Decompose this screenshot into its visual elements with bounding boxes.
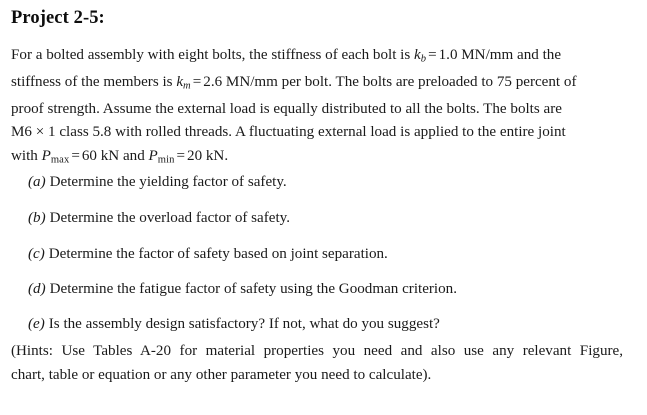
question-item-e-label: (e) [28, 316, 45, 332]
question-item-e [28, 314, 628, 334]
k-m-value: 2.6 MN/mm [203, 74, 278, 91]
problem-line-2 [11, 71, 627, 98]
k-b-equals: = [428, 47, 437, 63]
p-min-value: 20 kN [187, 147, 225, 164]
p-max-symbol: P [41, 147, 51, 164]
p-max-equals: = [71, 147, 80, 164]
k-m-symbol: k [176, 74, 184, 91]
problem-line-3: proof strength. Assume the external load is equally distributed to all the bolts. The bolts are [11, 101, 562, 118]
p-max-value: 60 kN [81, 147, 120, 164]
question-item-b-label: (b) [28, 210, 46, 226]
k-b-subscript: b [420, 53, 427, 65]
page-title: Project 2-5: [11, 8, 105, 28]
question-item-a-text: Determine the yielding factor of safety. [49, 174, 287, 190]
question-item-d-label: (d) [28, 281, 46, 297]
question-item-c-text: Determine the factor of safety based on joint separation. [48, 246, 388, 262]
k-m-equals: = [192, 74, 202, 91]
hints-paragraph [11, 340, 623, 388]
p-max-subscript: max [50, 154, 70, 166]
problem-line-5-mid: and [119, 147, 149, 164]
question-item-a-label: (a) [28, 174, 46, 190]
problem-line-5-post: . [224, 147, 229, 164]
stiffness-member-expression [176, 74, 278, 90]
question-item-a [28, 172, 628, 192]
problem-line-1-pre: For a bolted assembly with eight bolts, the stiffness of each bolt is [11, 47, 415, 63]
question-item-d-text: Determine the fatigue factor of safety using the Goodman criterion. [49, 281, 457, 297]
hints-line-1: (Hints: Use Tables A-20 for material properties you need and also use any relevant Figure, [11, 343, 623, 359]
problem-line-5-pre: with [11, 147, 42, 164]
problem-statement [11, 44, 627, 172]
question-item-c-label: (c) [28, 246, 45, 262]
p-min-symbol: P [148, 147, 158, 164]
stiffness-bolt-expression [414, 47, 513, 63]
k-m-subscript: m [183, 80, 191, 92]
k-b-value: 1.0 MN/mm [438, 47, 514, 63]
question-item-b-text: Determine the overload factor of safety. [49, 210, 291, 226]
p-min-expression [149, 148, 225, 164]
question-item-e-text: Is the assembly design satisfactory? If not, what do you suggest? [48, 316, 440, 332]
p-min-subscript: min [157, 154, 175, 166]
hints-line-2: chart, table or equation or any other parameter you need to calculate). [11, 366, 432, 383]
problem-line-1-post: and the [513, 47, 562, 63]
problem-line-2-pre: stiffness of the members is [11, 74, 177, 91]
question-item-c [28, 244, 628, 264]
problem-line-5 [11, 145, 627, 172]
problem-line-4: M6 × 1 class 5.8 with rolled threads. A fluctuating external load is applied to the entire joint [11, 124, 566, 141]
problem-line-2-post: per bolt. The bolts are preloaded to 75 percent of [277, 74, 577, 91]
p-max-expression [42, 148, 120, 164]
problem-line-1 [11, 44, 627, 71]
question-item-b [28, 208, 628, 228]
question-item-d [28, 279, 628, 299]
k-b-symbol: k [414, 47, 421, 63]
p-min-equals: = [176, 147, 186, 164]
